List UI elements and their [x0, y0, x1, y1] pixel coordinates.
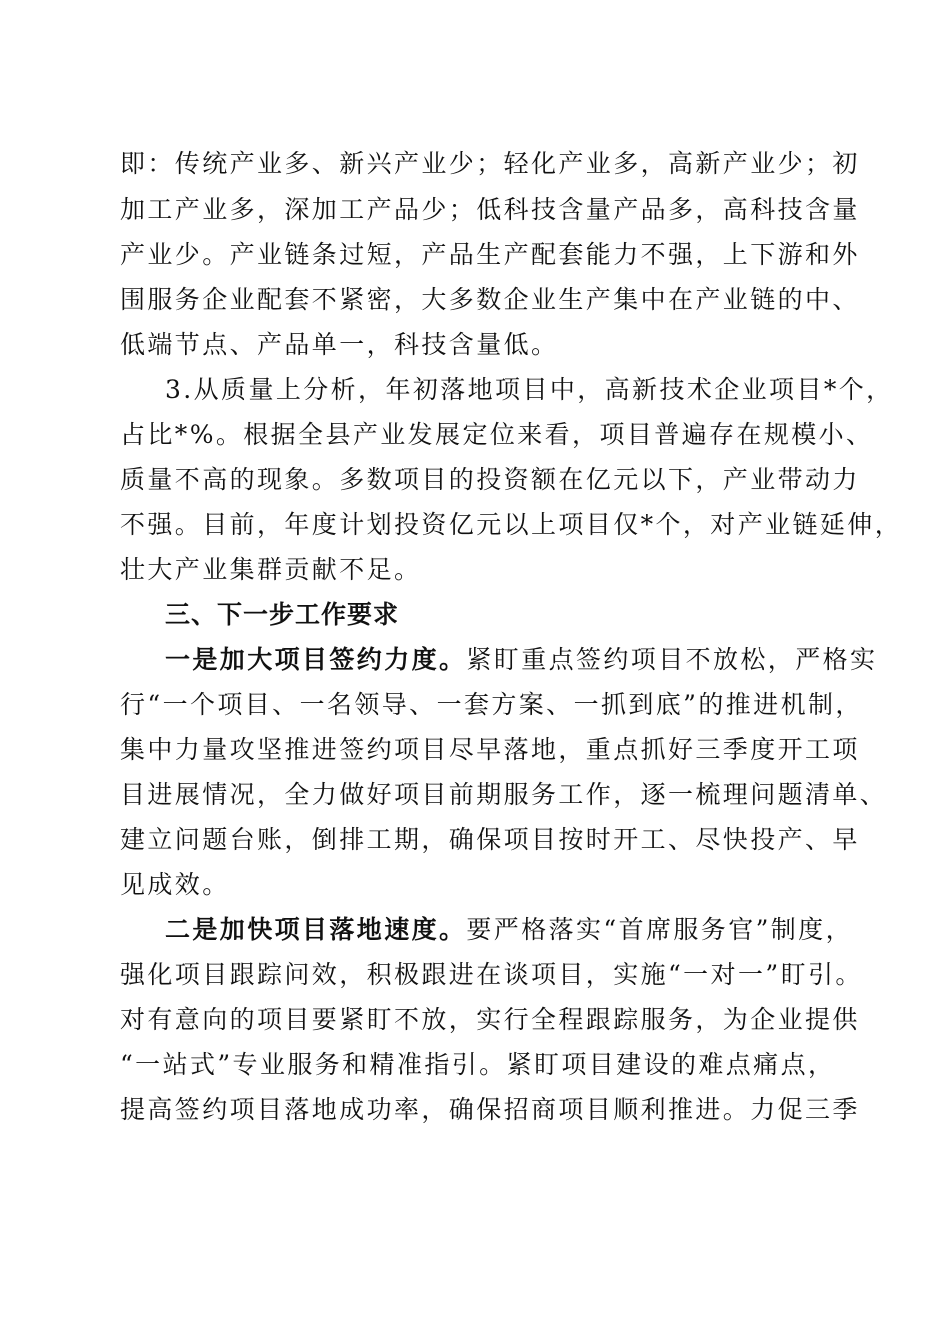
paragraph-4-line-5: 提高签约项目落地成功率，确保招商项目顺利推进。力促三季: [120, 1095, 860, 1124]
paragraph-3-first-line-rest: 紧盯重点签约项目不放松，严格实: [466, 645, 878, 674]
paragraph-1-line-1: 即：传统产业多、新兴产业少；轻化产业多，高新产业少；初: [120, 149, 860, 178]
paragraph-3-line-2: 行“一个项目、一名领导、一套方案、一抓到底”的推进机制，: [120, 690, 863, 719]
paragraph-1-line-5: 低端节点、产品单一，科技含量低。: [120, 330, 559, 359]
paragraph-2-line-3: 质量不高的现象。多数项目的投资额在亿元以下，产业带动力: [120, 465, 860, 494]
paragraph-3-line-5: 建立问题台账，倒排工期，确保项目按时开工、尽快投产、早: [120, 825, 860, 854]
paragraph-3-line-3: 集中力量攻坚推进签约项目尽早落地，重点抓好三季度开工项: [120, 735, 860, 764]
paragraph-3-line-1: [165, 643, 878, 677]
paragraph-1-line-2: 加工产业多，深加工产品少；低科技含量产品多，高科技含量: [120, 195, 860, 224]
paragraph-2-line-1: 3.从质量上分析，年初落地项目中，高新技术企业项目*个，: [165, 375, 894, 404]
paragraph-4-first-line-rest: 要严格落实“首席服务官”制度，: [466, 915, 853, 944]
paragraph-4-line-2: 强化项目跟踪问效，积极跟进在谈项目，实施“一对一”盯引。: [120, 960, 863, 989]
paragraph-3-line-4: 目进展情况，全力做好项目前期服务工作，逐一梳理问题清单、: [120, 780, 888, 809]
section-heading: 三、下一步工作要求: [165, 600, 400, 629]
paragraph-4-line-1: [165, 913, 853, 947]
paragraph-3-lead: 一是加大项目签约力度。: [165, 645, 467, 674]
paragraph-2-line-2: 占比*%。根据全县产业发展定位来看，项目普遍存在规模小、: [120, 420, 874, 449]
paragraph-4-lead: 二是加快项目落地速度。: [165, 915, 467, 944]
paragraph-2-line-4: 不强。目前，年度计划投资亿元以上项目仅*个，对产业链延伸，: [120, 510, 903, 539]
paragraph-1-line-3: 产业少。产业链条过短，产品生产配套能力不强，上下游和外: [120, 240, 860, 269]
paragraph-3-line-6: 见成效。: [120, 870, 230, 899]
paragraph-1-line-4: 围服务企业配套不紧密，大多数企业生产集中在产业链的中、: [120, 285, 860, 314]
paragraph-4-line-4: “一站式”专业服务和精准指引。紧盯项目建设的难点痛点，: [120, 1050, 836, 1079]
paragraph-2-line-5: 壮大产业集群贡献不足。: [120, 555, 422, 584]
paragraph-4-line-3: 对有意向的项目要紧盯不放，实行全程跟踪服务，为企业提供: [120, 1005, 860, 1034]
